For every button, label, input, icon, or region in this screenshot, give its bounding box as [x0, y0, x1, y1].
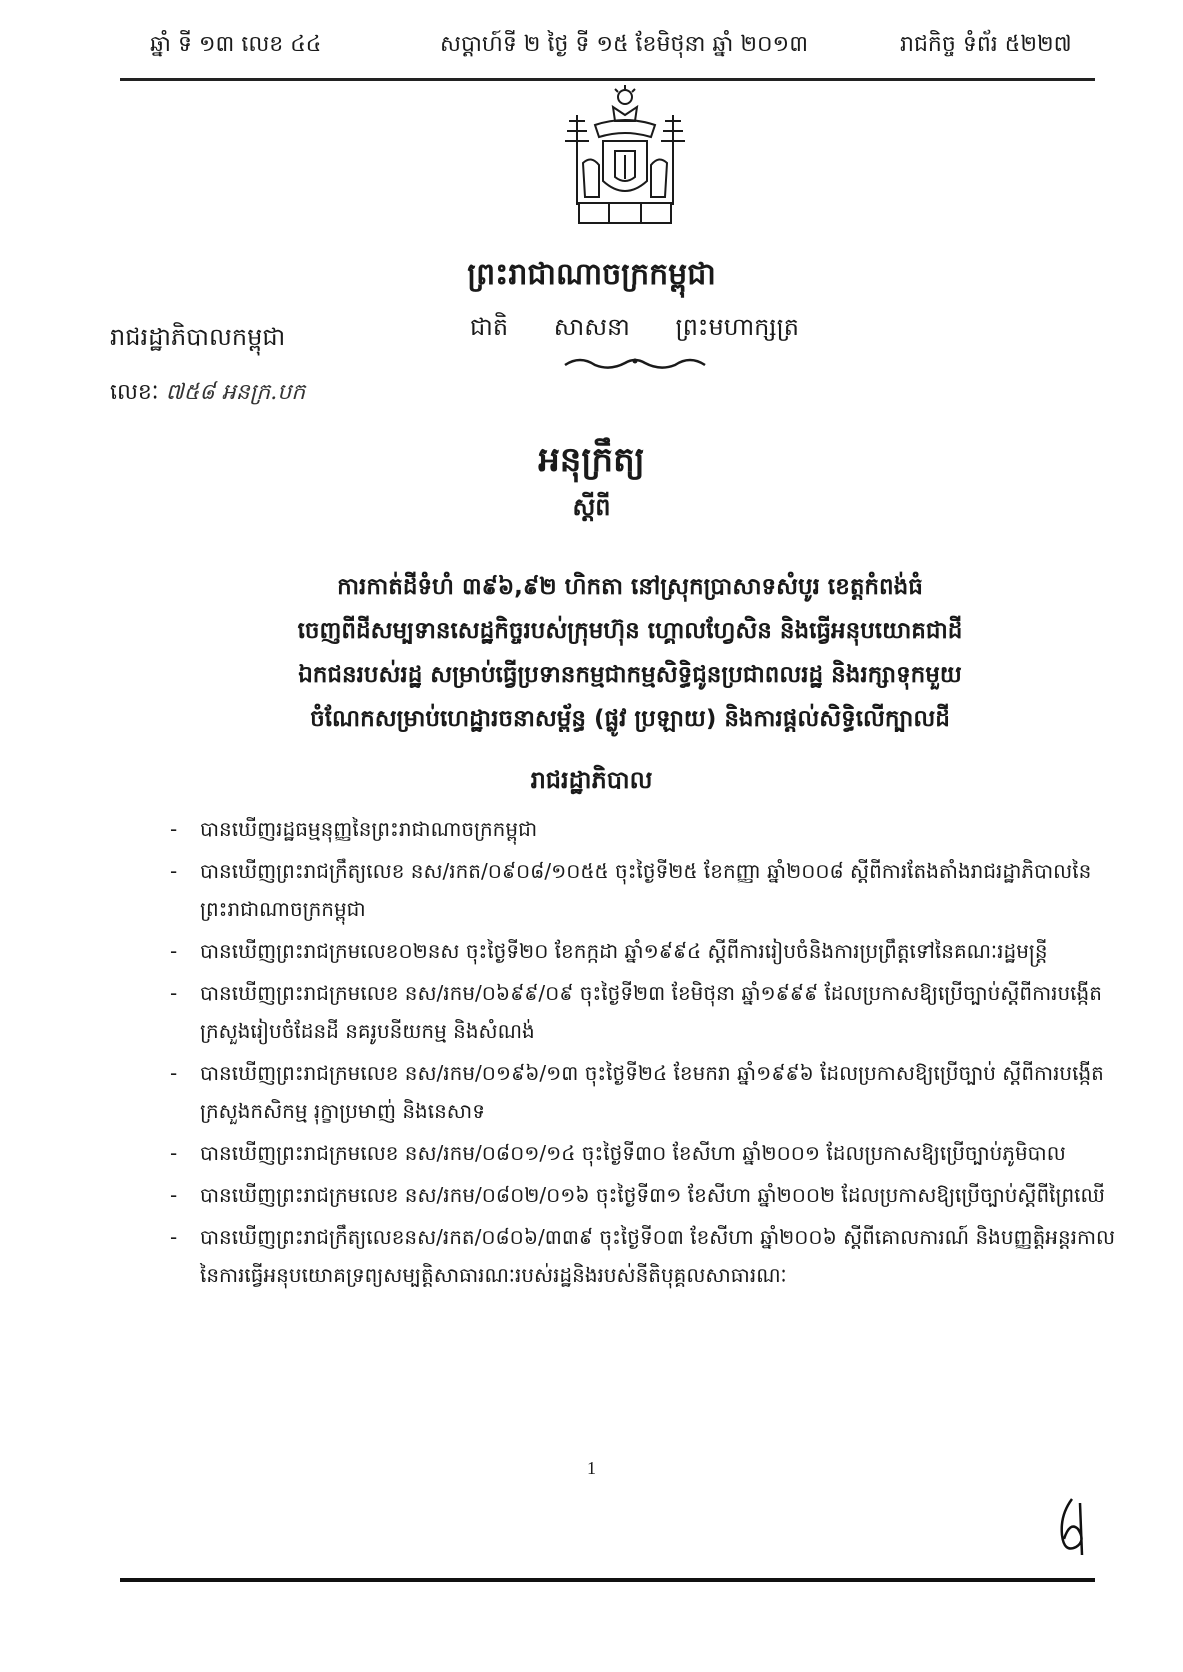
- bullet-dash: -: [170, 817, 178, 841]
- motto-nation: ជាតិ: [470, 313, 509, 341]
- government-heading: រាជរដ្ឋាភិបាល: [530, 766, 653, 794]
- document-number-value: ៧៥៨ អនក្រ.បក: [165, 380, 306, 405]
- list-item-text: បានឃើញព្រះរាជក្រមលេខ នស/រកម/០៨០១/១៤ ចុះថ្ងៃទី៣០ ខែសីហា ឆ្នាំ២០០១ ដែលប្រកាសឱ្យប្រើច្បាប់ភូមិបាល: [200, 1141, 1066, 1165]
- header-date: សប្តាហ៍ទី ២ ថ្ងៃ ទី ១៥ ខែមិថុនា ឆ្នាំ ២០១៣: [440, 32, 808, 57]
- ornament-divider-icon: [560, 355, 710, 371]
- list-item: [170, 1176, 1130, 1214]
- preamble-list: [170, 810, 1130, 1298]
- subject-line: ការកាត់ដីទំហំ ៣៩៦,៩២ ហិកតា នៅស្រុកប្រាសាទសំបូរ ខេត្តកំពង់ធំ: [337, 574, 923, 600]
- list-item: [170, 1054, 1130, 1130]
- document-number-label: លេខៈ: [110, 380, 159, 405]
- list-item-text: បានឃើញព្រះរាជក្រឹត្យលេខ នស/រកត/០៩០៨/១០៥៥ ចុះថ្ងៃទី២៥ ខែកញ្ញា ឆ្នាំ២០០៨ ស្តីពីការតែងតាំងរាជរដ្ឋាភិបាលនៃព្រះរាជាណាចក្រកម្ពុជា: [200, 859, 1092, 921]
- footer-rule: [120, 1578, 1095, 1582]
- list-item: [170, 1134, 1130, 1172]
- bullet-dash: -: [170, 1225, 178, 1249]
- bullet-dash: -: [170, 1183, 178, 1207]
- motto-religion: សាសនា: [553, 313, 630, 341]
- list-item: [170, 1218, 1130, 1294]
- handwritten-initials-icon: [1050, 1495, 1095, 1560]
- subject-line: ចេញពីដីសម្បទានសេដ្ឋកិច្ចរបស់ក្រុមហ៊ុន ហ្គោលហ្វែសិន និងធ្វើអនុបយោគជាដី: [297, 618, 963, 644]
- list-item-text: បានឃើញព្រះរាជក្រមលេខ០២នស ចុះថ្ងៃទី២០ ខែកក្កដា ឆ្នាំ១៩៩៤ ស្តីពីការរៀបចំនិងការប្រព្រឹត្តទៅនៃគណៈរដ្ឋមន្ត្រី: [200, 939, 1048, 963]
- list-item-text: បានឃើញព្រះរាជក្រមលេខ នស/រកម/០៨០២/០១៦ ចុះថ្ងៃទី៣១ ខែសីហា ឆ្នាំ២០០២ ដែលប្រកាសឱ្យប្រើច្បាប់ស្តីពីព្រៃឈើ: [200, 1183, 1105, 1207]
- list-item-text: បានឃើញព្រះរាជក្រមលេខ នស/រកម/០៦៩៩/០៩ ចុះថ្ងៃទី២៣ ខែមិថុនា ឆ្នាំ១៩៩៩ ដែលប្រកាសឱ្យប្រើច្បាប់ស្តីពីការបង្កើតក្រសួងរៀបចំដែនដី នគរូបនីយកម្ម និងសំណង់: [200, 981, 1102, 1043]
- issuer-name: រាជរដ្ឋាភិបាលកម្ពុជា: [110, 323, 286, 351]
- page-number: 1: [587, 1458, 596, 1478]
- list-item-text: បានឃើញរដ្ឋធម្មនុញ្ញនៃព្រះរាជាណាចក្រកម្ពុជា: [200, 817, 538, 841]
- bullet-dash: -: [170, 859, 178, 883]
- subject-line: ឯកជនរបស់រដ្ឋ សម្រាប់ធ្វើប្រទានកម្មជាកម្មសិទ្ធិជូនប្រជាពលរដ្ឋ និងរក្សាទុកមួយ: [298, 662, 962, 688]
- list-item-text: បានឃើញព្រះរាជក្រឹត្យលេខនស/រកត/០៨០៦/៣៣៩ ចុះថ្ងៃទី០៣ ខែសីហា ឆ្នាំ២០០៦ ស្តីពីគោលការណ៍ និងបញ្ញត្តិអន្តរកាលនៃការធ្វើអនុបយោគទ្រព្យសម្បត្តិសាធារណៈរបស់រដ្ឋនិងរបស់នីតិបុគ្គលសាធារណៈ: [200, 1225, 1116, 1287]
- national-motto: [470, 312, 837, 347]
- header-gazette-page: រាជកិច្ច ទំព័រ ៥២២៧: [900, 32, 1072, 57]
- motto-king: ព្រះមហាក្សត្រ: [675, 313, 799, 341]
- header-rule: [120, 78, 1095, 81]
- list-item: [170, 852, 1130, 928]
- bullet-dash: -: [170, 939, 178, 963]
- bullet-dash: -: [170, 981, 178, 1005]
- list-item: [170, 932, 1130, 970]
- bullet-dash: -: [170, 1061, 178, 1085]
- list-item: [170, 810, 1130, 848]
- kingdom-name: ព្រះរាជាណាចក្រកម្ពុជា: [467, 257, 716, 292]
- header-issue-info: ឆ្នាំ ទី ១៣ លេខ ៤៤: [150, 32, 322, 57]
- decree-about: ស្តីពី: [572, 493, 611, 521]
- decree-subject: [200, 565, 1060, 741]
- list-item: [170, 974, 1130, 1050]
- document-number: [110, 378, 305, 410]
- subject-line: ចំណែកសម្រាប់ហេដ្ឋារចនាសម្ព័ន្ធ (ផ្លូវ ប្រឡាយ) និងការផ្តល់សិទ្ធិលើក្បាលដី: [310, 706, 950, 732]
- decree-title: អនុក្រឹត្យ: [538, 440, 645, 480]
- bullet-dash: -: [170, 1141, 178, 1165]
- royal-coat-of-arms-icon: [555, 85, 695, 235]
- list-item-text: បានឃើញព្រះរាជក្រមលេខ នស/រកម/០១៩៦/១៣ ចុះថ្ងៃទី២៤ ខែមករា ឆ្នាំ១៩៩៦ ដែលប្រកាសឱ្យប្រើច្បាប់ ស្តីពីការបង្កើតក្រសួងកសិកម្ម រុក្ខាប្រមាញ់ និងនេសាទ: [200, 1061, 1104, 1123]
